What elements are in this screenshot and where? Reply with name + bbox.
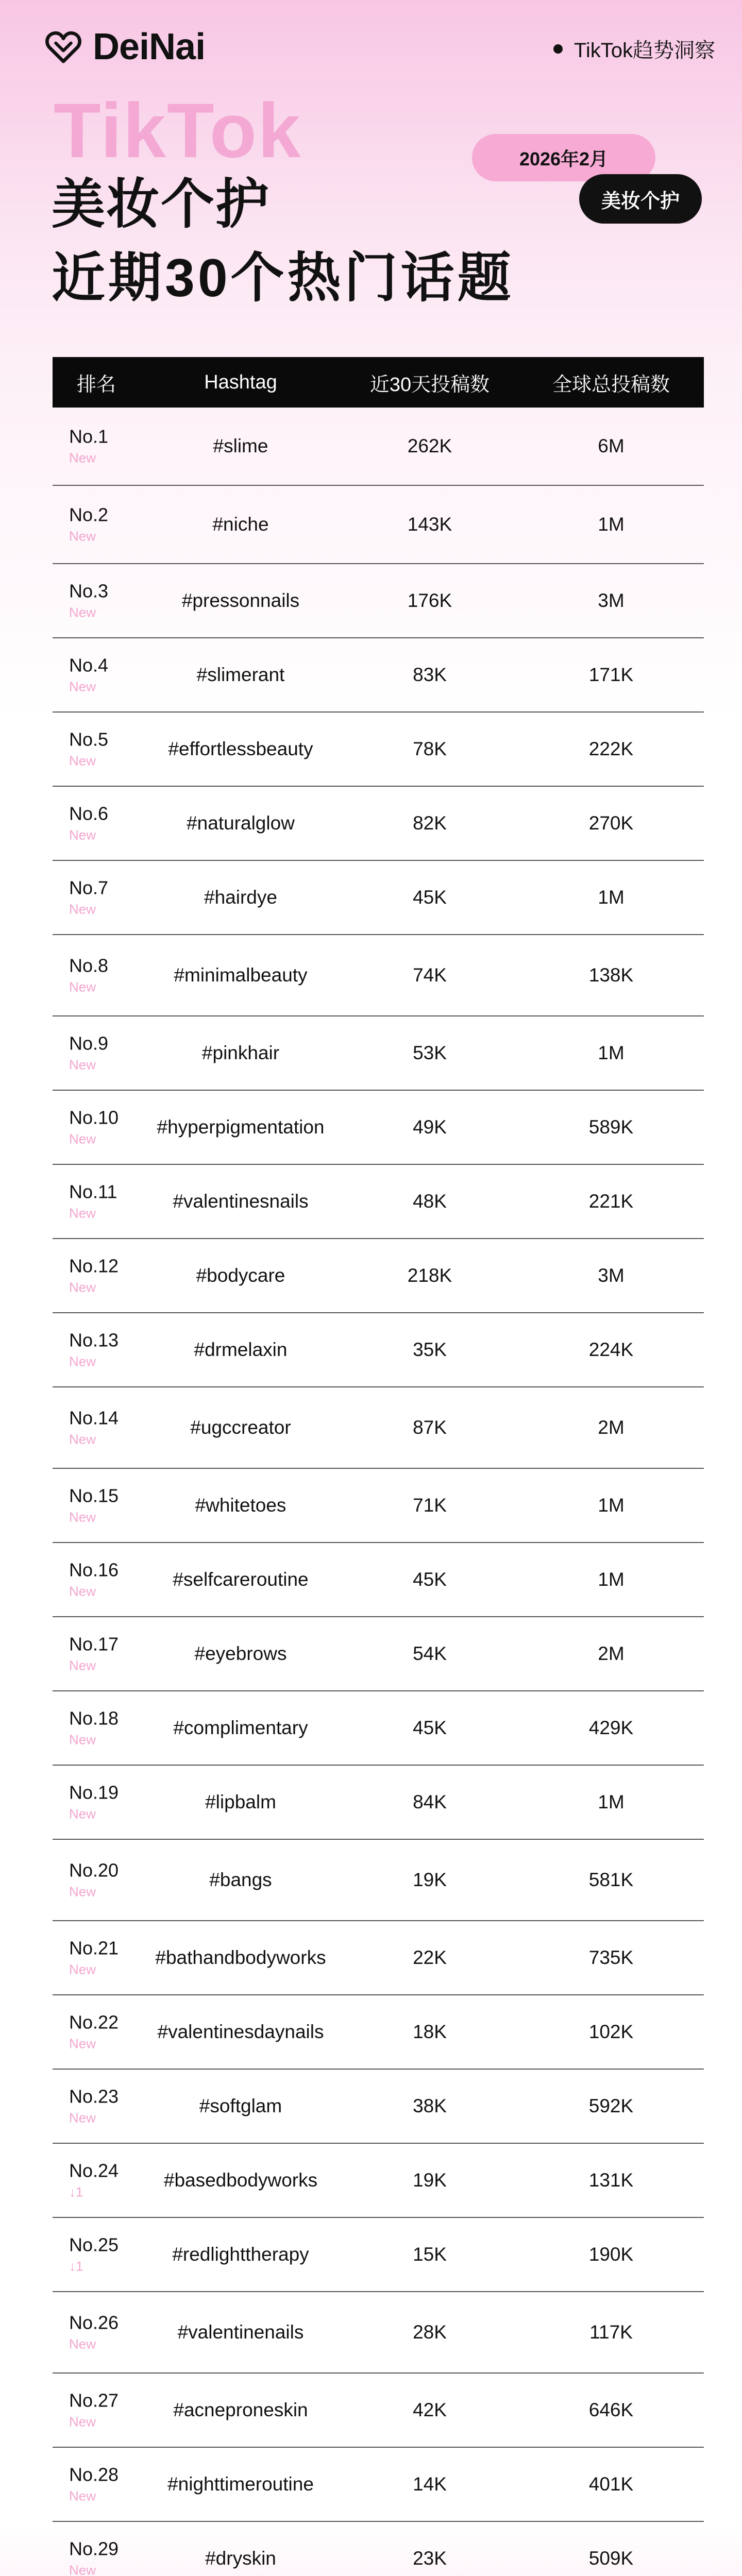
rank-cell bbox=[69, 1938, 119, 1978]
posts-total-cell: 190K bbox=[588, 2244, 634, 2265]
posts-total-cell: 270K bbox=[588, 812, 634, 834]
rank-change-tag: New bbox=[69, 753, 96, 769]
rank-number: No.19 bbox=[69, 1782, 119, 1803]
posts-total-cell: 2M bbox=[598, 1417, 625, 1438]
hashtag-cell[interactable]: #minimalbeauty bbox=[174, 964, 308, 986]
posts-30d-cell: 35K bbox=[413, 1339, 447, 1360]
rank-number: No.28 bbox=[69, 2464, 119, 2485]
rank-cell bbox=[69, 2161, 119, 2200]
hashtag-cell[interactable]: #basedbodyworks bbox=[163, 2170, 318, 2191]
posts-total-cell: 6M bbox=[598, 435, 625, 456]
posts-total-cell: 581K bbox=[588, 1869, 634, 1890]
rank-change-tag: New bbox=[69, 1509, 96, 1525]
posts-30d-cell: 54K bbox=[413, 1643, 447, 1664]
posts-total-cell: 222K bbox=[588, 738, 634, 759]
hashtag-cell[interactable]: #ugccreator bbox=[190, 1417, 291, 1438]
posts-30d-cell: 42K bbox=[413, 2399, 447, 2420]
posts-30d-cell: 78K bbox=[413, 738, 447, 759]
posts-total-cell: 592K bbox=[588, 2095, 634, 2116]
posts-total-cell: 1M bbox=[598, 887, 625, 908]
rank-number: No.10 bbox=[69, 1107, 119, 1128]
posts-total-cell: 2M bbox=[598, 1643, 625, 1664]
date-badge: 2026年2月 bbox=[472, 134, 655, 181]
hashtag-cell[interactable]: #softglam bbox=[199, 2095, 282, 2116]
rank-cell bbox=[69, 2012, 119, 2052]
hashtag-cell[interactable]: #eyebrows bbox=[194, 1643, 287, 1664]
posts-total-cell: 1M bbox=[598, 1569, 625, 1590]
hashtag-cell[interactable]: #acneproneskin bbox=[173, 2399, 308, 2420]
rank-cell bbox=[69, 2391, 119, 2430]
hashtag-cell[interactable]: #pinkhair bbox=[201, 1042, 280, 1063]
rank-cell bbox=[69, 1108, 119, 1147]
rank-number: No.14 bbox=[69, 1407, 119, 1429]
rank-cell bbox=[69, 1486, 119, 1526]
rank-number: No.3 bbox=[69, 580, 109, 602]
hashtag-cell[interactable]: #drmelaxin bbox=[194, 1339, 288, 1360]
posts-total-cell: 131K bbox=[588, 2170, 634, 2191]
posts-30d-cell: 218K bbox=[407, 1265, 452, 1286]
posts-total-cell: 102K bbox=[588, 2021, 634, 2042]
rank-cell bbox=[69, 1783, 119, 1822]
rank-change-tag: New bbox=[69, 2110, 96, 2126]
rank-cell bbox=[69, 581, 108, 621]
hashtag-cell[interactable]: #niche bbox=[212, 514, 269, 535]
rank-change-tag: New bbox=[69, 2036, 96, 2052]
rank-number: No.9 bbox=[69, 1032, 109, 1054]
rank-number: No.22 bbox=[69, 2011, 119, 2033]
hashtag-cell[interactable]: #complimentary bbox=[173, 1717, 308, 1738]
hashtag-table bbox=[53, 357, 704, 2576]
rank-number: No.16 bbox=[69, 1559, 119, 1581]
table-row[interactable] bbox=[53, 713, 704, 787]
rank-change-tag: New bbox=[69, 1732, 96, 1748]
rank-number: No.8 bbox=[69, 955, 109, 976]
hashtag-cell[interactable]: #nighttimeroutine bbox=[167, 2473, 314, 2495]
rank-number: No.5 bbox=[69, 728, 109, 750]
rank-change-tag: New bbox=[69, 1806, 96, 1822]
posts-total-cell: 646K bbox=[588, 2399, 634, 2420]
rank-number: No.24 bbox=[69, 2160, 119, 2181]
posts-30d-cell: 71K bbox=[413, 1495, 447, 1516]
rank-change-tag: New bbox=[69, 2414, 96, 2430]
rank-change-tag: New bbox=[69, 1583, 96, 1599]
rank-cell bbox=[69, 2539, 119, 2576]
posts-30d-cell: 74K bbox=[413, 964, 447, 986]
posts-total-cell: 735K bbox=[588, 1947, 634, 1968]
posts-30d-cell: 28K bbox=[413, 2321, 447, 2343]
posts-30d-cell: 38K bbox=[413, 2095, 447, 2116]
table-row[interactable] bbox=[53, 638, 704, 713]
table-row[interactable] bbox=[53, 1239, 704, 1313]
tiktok-watermark: TikTok bbox=[54, 87, 302, 174]
rank-change-tag: New bbox=[69, 1353, 96, 1369]
posts-total-cell: 1M bbox=[598, 1042, 625, 1063]
rank-cell bbox=[69, 1330, 119, 1370]
rank-change-tag: New bbox=[69, 1279, 96, 1295]
rank-cell bbox=[69, 1708, 119, 1748]
hashtag-cell[interactable]: #bangs bbox=[209, 1869, 272, 1890]
rank-number: No.1 bbox=[69, 426, 109, 447]
hashtag-cell[interactable]: #lipbalm bbox=[205, 1791, 276, 1812]
posts-30d-cell: 22K bbox=[413, 1947, 447, 1968]
brand-logo[interactable] bbox=[44, 26, 205, 68]
posts-total-cell: 221K bbox=[588, 1191, 634, 1212]
rank-cell bbox=[69, 2235, 119, 2275]
posts-30d-cell: 82K bbox=[413, 812, 447, 834]
table-row[interactable] bbox=[53, 1995, 704, 2070]
rank-cell bbox=[69, 655, 108, 695]
table-row[interactable] bbox=[53, 2292, 704, 2374]
rank-cell bbox=[69, 1033, 108, 1073]
rank-change-tag: New bbox=[69, 901, 96, 917]
posts-30d-cell: 84K bbox=[413, 1791, 447, 1812]
posts-30d-cell: 18K bbox=[413, 2021, 447, 2042]
rank-number: No.13 bbox=[69, 1329, 119, 1351]
rank-cell bbox=[69, 730, 108, 769]
header-posts-total: 全球总投稿数 bbox=[552, 374, 670, 396]
table-row[interactable] bbox=[53, 2448, 704, 2522]
posts-total-cell: 1M bbox=[598, 514, 625, 535]
rank-number: No.12 bbox=[69, 1255, 119, 1277]
posts-30d-cell: 49K bbox=[413, 1116, 447, 1138]
posts-total-cell: 3M bbox=[598, 590, 625, 611]
rank-number: No.7 bbox=[69, 877, 109, 899]
rank-change-tag: New bbox=[69, 1205, 96, 1221]
rank-change-tag: ↓1 bbox=[69, 2258, 83, 2274]
rank-number: No.4 bbox=[69, 654, 109, 676]
posts-30d-cell: 14K bbox=[413, 2473, 447, 2495]
table-row[interactable] bbox=[53, 1313, 704, 1387]
table-row[interactable] bbox=[53, 935, 704, 1016]
rank-cell bbox=[69, 2465, 119, 2504]
rank-cell bbox=[69, 1182, 117, 1222]
table-row[interactable] bbox=[53, 1016, 704, 1091]
posts-total-cell: 117K bbox=[589, 2321, 633, 2343]
category-badge: 美妆个护 bbox=[579, 174, 702, 224]
rank-change-tag: New bbox=[69, 679, 96, 694]
header-rank: 排名 bbox=[76, 374, 116, 396]
rank-change-tag: New bbox=[69, 604, 96, 620]
table-row[interactable] bbox=[53, 1543, 704, 1617]
hashtag-cell[interactable]: #bathandbodyworks bbox=[155, 1947, 326, 1968]
rank-number: No.26 bbox=[69, 2312, 119, 2333]
table-row[interactable] bbox=[53, 2070, 704, 2144]
rank-change-tag: New bbox=[69, 1131, 96, 1147]
posts-30d-cell: 23K bbox=[413, 2548, 447, 2569]
posts-total-cell: 589K bbox=[588, 1116, 634, 1138]
hashtag-cell[interactable]: #valentinesnails bbox=[173, 1191, 309, 1212]
header-hashtag: Hashtag bbox=[204, 371, 277, 393]
table-row[interactable] bbox=[53, 1165, 704, 1239]
hashtag-cell[interactable]: #dryskin bbox=[205, 2548, 276, 2569]
bullet-dot-icon bbox=[553, 44, 563, 54]
hashtag-cell[interactable]: #hyperpigmentation bbox=[157, 1116, 325, 1138]
rank-change-tag: New bbox=[69, 1884, 96, 1900]
rank-change-tag: New bbox=[69, 979, 96, 995]
table-row[interactable] bbox=[53, 861, 704, 935]
posts-total-cell: 138K bbox=[588, 964, 634, 986]
posts-30d-cell: 87K bbox=[413, 1417, 447, 1438]
table-body bbox=[53, 408, 704, 2576]
rank-cell bbox=[69, 2087, 119, 2126]
posts-total-cell: 401K bbox=[588, 2473, 634, 2495]
posts-total-cell: 1M bbox=[598, 1495, 625, 1516]
hashtag-cell[interactable]: #selfcareroutine bbox=[173, 1569, 309, 1590]
posts-total-cell: 171K bbox=[588, 664, 634, 685]
hashtag-cell[interactable]: #effortlessbeauty bbox=[168, 738, 313, 759]
rank-number: No.23 bbox=[69, 2086, 119, 2107]
rank-number: No.11 bbox=[69, 1181, 117, 1202]
posts-total-cell: 429K bbox=[588, 1717, 634, 1738]
rank-change-tag: ↓1 bbox=[69, 2184, 83, 2200]
posts-30d-cell: 48K bbox=[413, 1191, 447, 1212]
table-row[interactable] bbox=[53, 2522, 704, 2576]
table-row[interactable] bbox=[53, 2374, 704, 2448]
posts-total-cell: 3M bbox=[598, 1265, 625, 1286]
table-row[interactable] bbox=[53, 1691, 704, 1766]
rank-cell bbox=[69, 804, 108, 843]
posts-total-cell: 224K bbox=[588, 1339, 634, 1360]
table-header bbox=[53, 357, 704, 408]
rank-number: No.18 bbox=[69, 1707, 119, 1729]
rank-change-tag: New bbox=[69, 528, 96, 544]
posts-total-cell: 509K bbox=[588, 2548, 634, 2569]
rank-change-tag: New bbox=[69, 1657, 96, 1673]
rank-number: No.21 bbox=[69, 1937, 119, 1959]
hashtag-cell[interactable]: #redlighttherapy bbox=[172, 2244, 309, 2265]
table-row[interactable] bbox=[53, 787, 704, 861]
posts-30d-cell: 143K bbox=[407, 514, 452, 535]
table-row[interactable] bbox=[53, 1469, 704, 1543]
rank-cell bbox=[69, 1256, 119, 1296]
topright-label-group bbox=[553, 34, 715, 63]
hashtag-cell[interactable]: #pressonnails bbox=[181, 590, 300, 611]
rank-change-tag: New bbox=[69, 1961, 96, 1977]
rank-change-tag: New bbox=[69, 2488, 96, 2504]
header-posts-30d: 近30天投稿数 bbox=[369, 374, 490, 396]
rank-cell bbox=[69, 427, 108, 466]
rank-number: No.27 bbox=[69, 2389, 119, 2411]
rank-cell bbox=[69, 878, 108, 918]
heart-logo-icon bbox=[44, 28, 82, 66]
table-row[interactable] bbox=[53, 564, 704, 638]
rank-cell bbox=[69, 505, 108, 545]
table-row[interactable] bbox=[53, 408, 704, 486]
rank-change-tag: New bbox=[69, 827, 96, 843]
table-row[interactable] bbox=[53, 1387, 704, 1469]
table-row[interactable] bbox=[53, 1921, 704, 1995]
table-row[interactable] bbox=[53, 1617, 704, 1691]
posts-30d-cell: 15K bbox=[413, 2244, 447, 2265]
rank-change-tag: New bbox=[69, 2336, 96, 2352]
page-title-line1: 美妆个护 bbox=[52, 175, 271, 234]
posts-30d-cell: 45K bbox=[413, 887, 447, 908]
posts-total-cell: 1M bbox=[598, 1791, 625, 1812]
posts-30d-cell: 262K bbox=[407, 435, 452, 456]
rank-number: No.25 bbox=[69, 2234, 119, 2256]
brand-name: DeiNai bbox=[93, 26, 206, 67]
topright-label: TikTok趋势洞察 bbox=[574, 39, 715, 62]
rank-change-tag: New bbox=[69, 1057, 96, 1073]
rank-number: No.17 bbox=[69, 1633, 119, 1655]
rank-number: No.2 bbox=[69, 504, 109, 526]
table-row[interactable] bbox=[53, 2218, 704, 2292]
rank-cell bbox=[69, 2313, 119, 2352]
rank-cell bbox=[69, 1560, 119, 1600]
hashtag-cell[interactable]: #naturalglow bbox=[187, 812, 295, 834]
rank-change-tag: New bbox=[69, 2562, 96, 2576]
rank-change-tag: New bbox=[69, 450, 96, 466]
table-row[interactable] bbox=[53, 486, 704, 564]
posts-30d-cell: 83K bbox=[413, 664, 447, 685]
posts-30d-cell: 45K bbox=[413, 1717, 447, 1738]
posts-30d-cell: 19K bbox=[413, 2170, 447, 2191]
header bbox=[0, 0, 742, 361]
rank-number: No.6 bbox=[69, 803, 109, 824]
rank-cell bbox=[69, 1408, 119, 1448]
table-row[interactable] bbox=[53, 1840, 704, 1921]
rank-number: No.15 bbox=[69, 1485, 119, 1506]
rank-cell bbox=[69, 1634, 119, 1674]
hashtag-cell[interactable]: #hairdye bbox=[204, 887, 277, 908]
table-row[interactable] bbox=[53, 2144, 704, 2218]
page-title-line2: 近期30个热门话题 bbox=[52, 248, 514, 308]
table-row[interactable] bbox=[53, 1766, 704, 1840]
rank-number: No.29 bbox=[69, 2538, 119, 2560]
rank-number: No.20 bbox=[69, 1859, 119, 1881]
rank-cell bbox=[69, 956, 108, 995]
posts-30d-cell: 53K bbox=[413, 1042, 447, 1063]
table-row[interactable] bbox=[53, 1091, 704, 1165]
hashtag-cell[interactable]: #whitetoes bbox=[195, 1495, 286, 1516]
posts-30d-cell: 19K bbox=[413, 1869, 447, 1890]
rank-change-tag: New bbox=[69, 1431, 96, 1447]
hashtag-cell[interactable]: #valentinesdaynails bbox=[157, 2021, 324, 2042]
posts-30d-cell: 176K bbox=[407, 590, 452, 611]
hashtag-cell[interactable]: #slime bbox=[213, 435, 268, 456]
hashtag-cell[interactable]: #slimerant bbox=[196, 664, 285, 685]
posts-30d-cell: 45K bbox=[413, 1569, 447, 1590]
hashtag-cell[interactable]: #bodycare bbox=[196, 1265, 285, 1286]
hashtag-cell[interactable]: #valentinenails bbox=[177, 2321, 304, 2343]
rank-cell bbox=[69, 1860, 119, 1900]
